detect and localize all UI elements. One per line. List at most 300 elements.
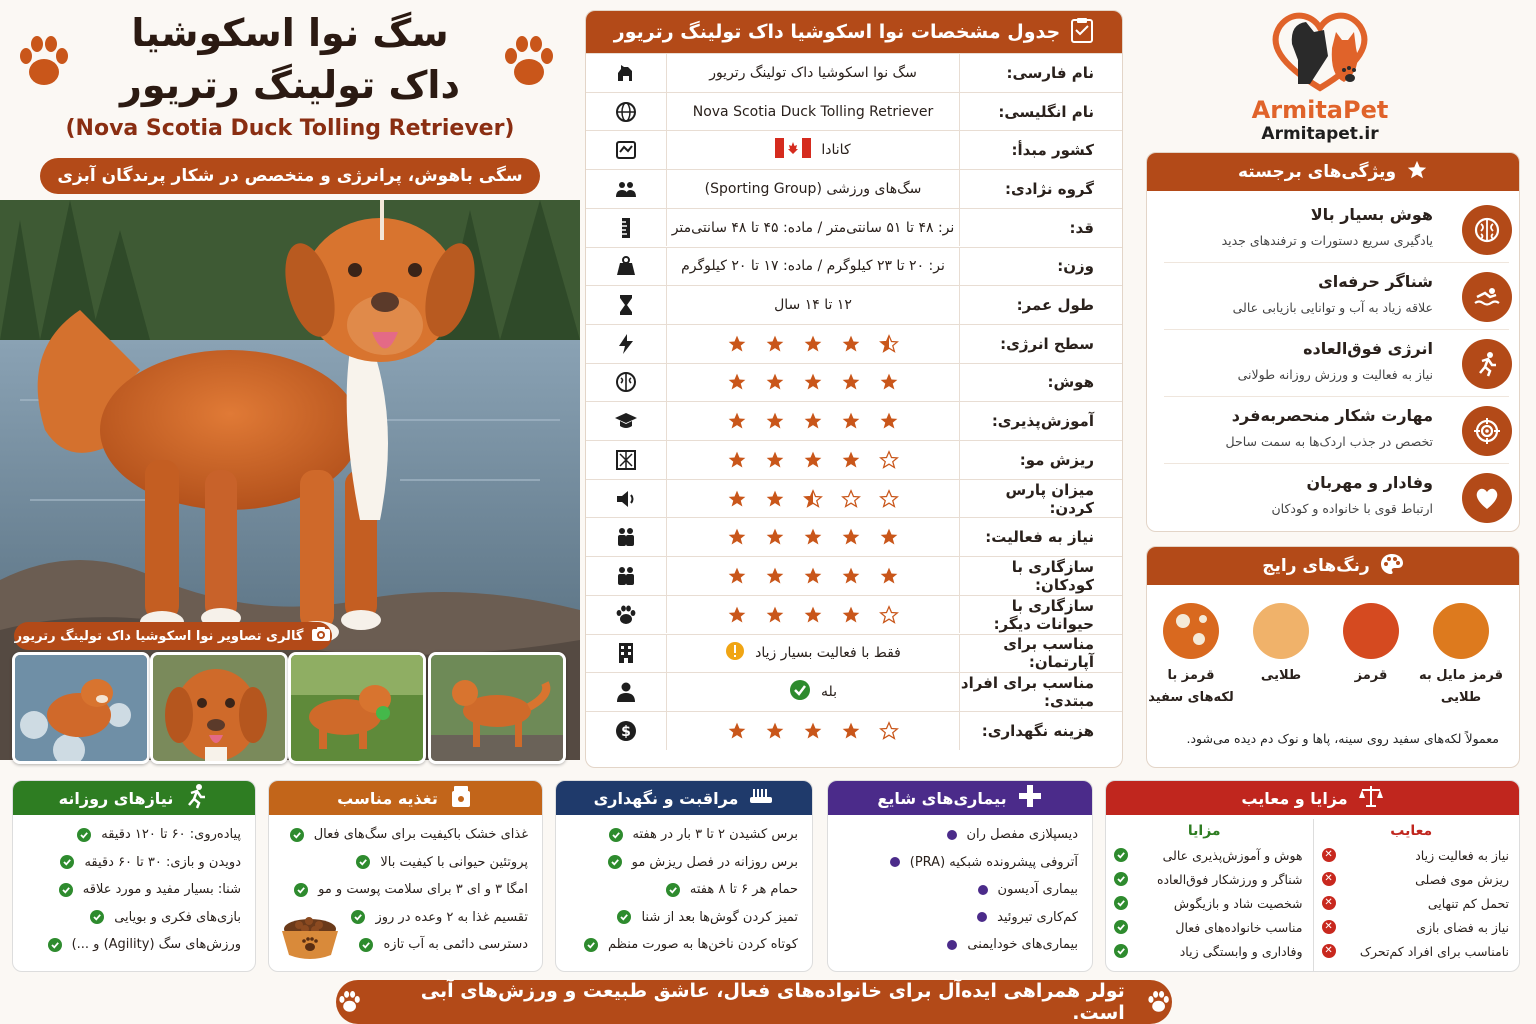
star-rating xyxy=(727,334,899,354)
star-full-icon xyxy=(765,527,785,547)
gallery-thumbnail-portrait[interactable] xyxy=(150,652,288,764)
brand-logo xyxy=(1240,4,1400,144)
pro-item xyxy=(1106,891,1303,915)
warning-icon xyxy=(725,641,745,665)
list-item xyxy=(566,904,798,932)
clipboard-icon xyxy=(1070,17,1094,48)
list-item-text: حمام هر ۶ تا ۸ هفته xyxy=(689,882,798,898)
list-item-text: بیماری آدیسون xyxy=(997,882,1078,898)
diseases-list xyxy=(828,815,1092,959)
spec-row-value xyxy=(666,131,959,169)
feature-title: مهارت شکار منحصربه‌فرد xyxy=(1231,406,1433,425)
list-item-text: دیسپلازی مفصل ران xyxy=(966,827,1078,843)
food-box-icon xyxy=(448,783,474,813)
proscons-box-header xyxy=(1106,781,1519,815)
brand-url: Armitapet.ir xyxy=(1261,124,1379,144)
feature-desc: یادگیری سریع دستورات و ترفندهای جدید xyxy=(1221,233,1433,248)
spec-row-label: وزن: xyxy=(959,248,1123,286)
list-item-text: تمیز کردن گوش‌ها بعد از شنا xyxy=(641,909,798,925)
x-icon: ✕ xyxy=(1322,944,1336,958)
gallery-thumbnail-standing[interactable] xyxy=(428,652,566,764)
star-full-icon xyxy=(727,489,747,509)
gallery-thumbnail-swimming[interactable] xyxy=(12,652,150,764)
spec-row xyxy=(586,130,1123,169)
paw-icon xyxy=(497,30,561,94)
spec-row-text: ۱۲ تا ۱۴ سال xyxy=(774,297,852,314)
feature-item xyxy=(1164,264,1509,330)
spec-row-value xyxy=(666,635,959,673)
paw-icon xyxy=(586,596,666,634)
spec-row-value xyxy=(666,248,959,286)
bullet-dot-icon xyxy=(890,857,900,867)
spec-row-value xyxy=(666,712,959,750)
cons-column xyxy=(1313,819,1520,971)
list-item xyxy=(23,931,241,959)
diseases-box xyxy=(827,780,1093,972)
check-icon xyxy=(356,855,370,869)
pro-item-text: شخصیت شاد و بازیگوش xyxy=(1173,895,1303,911)
bullet-dot-icon xyxy=(947,940,957,950)
weight-icon xyxy=(586,248,666,286)
list-item xyxy=(838,876,1078,904)
star-full-icon xyxy=(879,372,899,392)
check-icon xyxy=(90,910,104,924)
star-full-icon xyxy=(879,411,899,431)
spec-row-label: نیاز به فعالیت: xyxy=(959,518,1123,556)
star-full-icon xyxy=(841,605,861,625)
color-swatch xyxy=(1253,603,1309,659)
list-item-text: بازی‌های فکری و بویایی xyxy=(114,909,241,925)
spec-row-label: آموزش‌پذیری: xyxy=(959,402,1123,440)
spec-row xyxy=(586,324,1123,363)
daily-box-header xyxy=(13,781,255,815)
check-icon xyxy=(59,883,73,897)
spec-row-label: هوش: xyxy=(959,364,1123,402)
canada-flag-icon xyxy=(775,138,811,162)
star-full-icon xyxy=(803,566,823,586)
camera-icon xyxy=(311,626,331,646)
list-item-text: دسترسی دائمی به آب تازه xyxy=(383,937,528,953)
star-full-icon xyxy=(727,450,747,470)
star-full-icon xyxy=(727,411,747,431)
star-full-icon xyxy=(803,372,823,392)
con-item-text: نیاز به فعالیت زیاد xyxy=(1415,847,1509,863)
spec-row xyxy=(586,363,1123,402)
check-icon xyxy=(1114,944,1128,958)
star-full-icon xyxy=(727,527,747,547)
star-full-icon xyxy=(803,721,823,741)
brain-icon xyxy=(586,364,666,402)
bullet-dot-icon xyxy=(947,830,957,840)
spec-row-label: مناسب برای افراد مبتدی: xyxy=(959,673,1123,711)
star-full-icon xyxy=(765,334,785,354)
check-icon xyxy=(789,679,811,705)
color-label: قرمز با لکه‌های سفید xyxy=(1148,668,1234,705)
star-full-icon xyxy=(765,372,785,392)
star-rating xyxy=(727,566,899,586)
star-rating xyxy=(727,450,899,470)
spec-row-text: نر: ۲۰ تا ۲۳ کیلوگرم / ماده: ۱۷ تا ۲۰ کیلوگرم xyxy=(681,258,945,275)
spec-row-value xyxy=(666,557,959,595)
list-item xyxy=(23,821,241,849)
spec-row-label: سازگاری با کودکان: xyxy=(959,557,1123,595)
star-empty-icon xyxy=(879,489,899,509)
color-swatch xyxy=(1343,603,1399,659)
pros-title: مزایا xyxy=(1187,823,1221,839)
spec-row xyxy=(586,53,1123,92)
star-icon xyxy=(1406,159,1428,186)
care-box xyxy=(555,780,813,972)
graduation-icon xyxy=(586,402,666,440)
spec-row-label: هزینه نگهداری: xyxy=(959,712,1123,750)
color-swatch xyxy=(1433,603,1489,659)
spec-row xyxy=(586,556,1123,595)
brand-name: ArmitaPet xyxy=(1251,96,1389,124)
feature-desc: نیاز به فعالیت و ورزش روزانه طولانی xyxy=(1237,367,1433,382)
spec-row-label: ریزش مو: xyxy=(959,441,1123,479)
star-full-icon xyxy=(765,566,785,586)
medical-cross-icon xyxy=(1017,783,1043,813)
pro-item-text: وفاداری و وابستگی زیاد xyxy=(1179,943,1303,959)
star-full-icon xyxy=(841,372,861,392)
check-icon xyxy=(351,910,365,924)
x-icon: ✕ xyxy=(1322,848,1336,862)
nutrition-box xyxy=(268,780,543,972)
star-rating xyxy=(727,489,899,509)
feature-item xyxy=(1164,465,1509,531)
check-icon xyxy=(60,855,74,869)
check-icon xyxy=(294,883,308,897)
list-item-text: آتروفی پیشرونده شبکیه (PRA) xyxy=(909,854,1078,870)
check-icon xyxy=(1114,872,1128,886)
star-rating xyxy=(727,605,899,625)
svg-text:$: $ xyxy=(621,723,631,740)
list-item xyxy=(23,849,241,877)
con-item xyxy=(1314,843,1510,867)
spec-row xyxy=(586,440,1123,479)
spec-row-label: نام انگلیسی: xyxy=(959,93,1123,131)
page-title: سگ نوا اسکوشیا xyxy=(131,11,449,55)
english-title: (Nova Scotia Duck Tolling Retriever) xyxy=(65,116,515,141)
heart-icon xyxy=(1462,473,1512,523)
star-empty-icon xyxy=(879,721,899,741)
pro-item xyxy=(1106,843,1303,867)
spec-row-label: سطح انرژی: xyxy=(959,325,1123,363)
map-icon xyxy=(586,131,666,169)
star-full-icon xyxy=(803,527,823,547)
spec-row-label: مناسب برای آپارتمان: xyxy=(959,635,1123,673)
check-icon xyxy=(666,883,680,897)
list-item-text: امگا ۳ و ای ۳ برای سلامت پوست و مو xyxy=(318,882,528,898)
spec-row xyxy=(586,517,1123,556)
feature-desc: تخصص در جذب اردک‌ها به سمت ساحل xyxy=(1225,434,1433,449)
nutrition-box-title: تغذیه مناسب xyxy=(337,788,438,808)
palette-icon xyxy=(1380,553,1404,580)
list-item-text: شنا: بسیار مفید و مورد علاقه xyxy=(82,882,241,898)
spec-row-text: کانادا xyxy=(821,142,851,159)
spec-row-label: کشور مبدأ: xyxy=(959,131,1123,169)
gallery-thumbnail-playing-ball[interactable] xyxy=(288,652,426,764)
con-item-text: نیاز به فضای بازی xyxy=(1416,919,1509,935)
star-full-icon xyxy=(803,411,823,431)
list-item xyxy=(566,931,798,959)
feature-title: انرژی فوق‌العاده xyxy=(1303,339,1433,358)
swim-icon xyxy=(1462,272,1512,322)
daily-box-title: نیازهای روزانه xyxy=(58,788,174,808)
check-icon xyxy=(617,910,631,924)
star-full-icon xyxy=(765,721,785,741)
spec-row-value xyxy=(666,54,959,92)
paw-icon xyxy=(12,30,76,94)
star-full-icon xyxy=(803,334,823,354)
list-item-text: برس کشیدن ۲ تا ۳ بار در هفته xyxy=(632,827,798,843)
subtitle-banner: سگی باهوش، پرانرژی و متخصص در شکار پرندگان آبزی xyxy=(40,158,540,194)
color-label: قرمز xyxy=(1354,668,1388,683)
con-item xyxy=(1314,939,1510,963)
list-item xyxy=(566,876,798,904)
star-empty-icon xyxy=(879,605,899,625)
colors-note: معمولاً لکه‌های سفید روی سینه، پاها و نوک دم دیده می‌شود. xyxy=(1186,731,1499,746)
check-icon xyxy=(1114,920,1128,934)
con-item xyxy=(1314,867,1510,891)
globe-icon xyxy=(586,93,666,131)
family-icon xyxy=(586,557,666,595)
building-icon xyxy=(586,635,666,673)
spec-row-text: فقط با فعالیت بسیار زیاد xyxy=(755,645,901,662)
spec-row-text: نر: ۴۸ تا ۵۱ سانتی‌متر / ماده: ۴۵ تا ۴۸ سانتی‌متر xyxy=(671,219,955,236)
pro-item xyxy=(1106,939,1303,963)
spec-row-value xyxy=(666,518,959,556)
check-icon xyxy=(608,855,622,869)
gallery-label: گالری تصاویر نوا اسکوشیا داک تولینگ رتریور xyxy=(14,622,332,650)
con-item-text: تحمل کم تنهایی xyxy=(1427,895,1509,911)
footer-text: تولر همراهی ایده‌آل برای خانواده‌های فعال، عاشق طبیعت و ورزش‌های آبی است. xyxy=(420,980,1125,1024)
bullet-dot-icon xyxy=(978,885,988,895)
check-icon xyxy=(1114,896,1128,910)
care-box-header xyxy=(556,781,812,815)
feature-title: وفادار و مهربان xyxy=(1306,473,1433,492)
page-title-line2: داک تولینگ رتریور xyxy=(120,63,460,107)
running-icon xyxy=(183,783,209,813)
check-icon xyxy=(584,938,598,952)
star-full-icon xyxy=(841,411,861,431)
spec-row-value xyxy=(666,596,959,634)
star-full-icon xyxy=(841,450,861,470)
star-half-icon xyxy=(803,489,823,509)
fur-icon xyxy=(586,441,666,479)
feature-title: هوش بسیار بالا xyxy=(1310,205,1433,224)
pro-item-text: هوش و آموزش‌پذیری عالی xyxy=(1162,847,1303,863)
list-item-text: کوتاه کردن ناخن‌ها به صورت منظم xyxy=(607,937,798,953)
list-item xyxy=(23,904,241,932)
spec-row xyxy=(586,672,1123,711)
spec-row xyxy=(586,285,1123,324)
spec-row xyxy=(586,634,1123,673)
pro-item xyxy=(1106,867,1303,891)
spec-row-text: Nova Scotia Duck Tolling Retriever xyxy=(692,103,934,120)
con-item xyxy=(1314,915,1510,939)
star-full-icon xyxy=(841,566,861,586)
check-icon xyxy=(290,828,304,842)
care-list xyxy=(556,815,812,959)
person-icon xyxy=(586,673,666,711)
daily-needs-box xyxy=(12,780,256,972)
footer-banner xyxy=(336,980,1172,1024)
run-icon xyxy=(1462,339,1512,389)
pro-item-text: شناگر و ورزشکار فوق‌العاده xyxy=(1156,871,1303,887)
star-rating xyxy=(727,372,899,392)
spec-row xyxy=(586,208,1123,247)
bullet-dot-icon xyxy=(977,912,987,922)
spec-row-label: طول عمر: xyxy=(959,286,1123,324)
spec-row-value xyxy=(666,364,959,402)
list-item-text: تقسیم غذا به ۲ وعده در روز xyxy=(375,909,528,925)
spec-row xyxy=(586,401,1123,440)
spec-row-value xyxy=(666,402,959,440)
paw-icon xyxy=(336,988,363,1016)
spec-row-value xyxy=(666,93,959,131)
spec-row-value xyxy=(666,441,959,479)
star-full-icon xyxy=(765,411,785,431)
group-icon xyxy=(586,170,666,208)
list-item xyxy=(566,821,798,849)
list-item-text: بیماری‌های خودایمنی xyxy=(967,937,1078,953)
star-full-icon xyxy=(841,527,861,547)
spec-row-value xyxy=(666,209,959,247)
pros-cons-columns xyxy=(1106,815,1519,971)
paw-icon xyxy=(1145,988,1172,1016)
spec-row xyxy=(586,595,1123,634)
check-icon xyxy=(1114,848,1128,862)
spec-row-label: سازگاری با حیوانات دیگر: xyxy=(959,596,1123,634)
star-rating xyxy=(727,721,899,741)
spec-row-text: بله xyxy=(820,684,838,701)
list-item xyxy=(566,849,798,877)
spec-table xyxy=(585,10,1123,768)
list-item-text: کم‌کاری تیروئید xyxy=(997,909,1078,925)
features-title: ویژگی‌های برجسته xyxy=(1237,162,1397,182)
spec-row-value xyxy=(666,170,959,208)
con-item-text: نامناسب برای افراد کم‌تحرک xyxy=(1359,943,1509,959)
dollar-icon xyxy=(586,712,666,750)
list-item-text: برس روزانه در فصل ریزش مو xyxy=(631,854,798,870)
list-item-text: پروتئین حیوانی با کیفیت بالا xyxy=(380,854,528,870)
color-label: قرمز مایل به طلایی xyxy=(1419,668,1503,705)
star-rating xyxy=(727,527,899,547)
nutrition-box-header xyxy=(269,781,542,815)
list-item xyxy=(279,849,528,877)
spec-row-value xyxy=(666,286,959,324)
check-icon xyxy=(77,828,91,842)
star-full-icon xyxy=(727,334,747,354)
con-item xyxy=(1314,891,1510,915)
bolt-icon xyxy=(586,325,666,363)
star-empty-icon xyxy=(841,489,861,509)
spec-row xyxy=(586,247,1123,286)
list-item xyxy=(838,904,1078,932)
colors-card xyxy=(1146,546,1520,768)
list-item-text: دویدن و بازی: ۳۰ تا ۶۰ دقیقه xyxy=(84,854,241,870)
check-icon xyxy=(48,938,62,952)
star-rating xyxy=(727,411,899,431)
check-icon xyxy=(609,828,623,842)
star-half-icon xyxy=(879,334,899,354)
spec-row-label: گروه نژادی: xyxy=(959,170,1123,208)
list-item xyxy=(838,849,1078,877)
star-full-icon xyxy=(727,721,747,741)
list-item xyxy=(23,876,241,904)
star-full-icon xyxy=(765,450,785,470)
spec-row xyxy=(586,169,1123,208)
features-card xyxy=(1146,152,1520,532)
list-item-text: پیاده‌روی: ۶۰ تا ۱۲۰ دقیقه xyxy=(101,827,241,843)
star-full-icon xyxy=(765,605,785,625)
star-full-icon xyxy=(841,721,861,741)
activity-icon xyxy=(586,518,666,556)
list-item xyxy=(838,821,1078,849)
x-icon: ✕ xyxy=(1322,872,1336,886)
star-full-icon xyxy=(727,372,747,392)
colors-title: رنگ‌های رایج xyxy=(1262,556,1370,576)
star-empty-icon xyxy=(879,450,899,470)
spec-row-label: قد: xyxy=(959,209,1123,247)
color-swatch xyxy=(1163,603,1219,659)
spec-row-label: نام فارسی: xyxy=(959,54,1123,92)
list-item xyxy=(279,876,528,904)
target-icon xyxy=(1462,406,1512,456)
spec-row-value xyxy=(666,673,959,711)
cons-title: معایب xyxy=(1390,823,1433,839)
feature-title: شناگر حرفه‌ای xyxy=(1318,272,1433,291)
x-icon: ✕ xyxy=(1322,896,1336,910)
feature-desc: علاقه زیاد به آب و توانایی بازیابی عالی xyxy=(1232,300,1433,315)
con-item-text: ریزش موی فصلی xyxy=(1415,871,1509,887)
diseases-box-header xyxy=(828,781,1092,815)
proscons-box-title: مزایا و معایب xyxy=(1241,788,1348,808)
spec-row-value xyxy=(666,325,959,363)
speaker-icon xyxy=(586,480,666,518)
list-item xyxy=(838,931,1078,959)
star-full-icon xyxy=(765,489,785,509)
brush-icon xyxy=(748,783,774,813)
care-box-title: مراقبت و نگهداری xyxy=(593,788,739,808)
x-icon: ✕ xyxy=(1322,920,1336,934)
ruler-icon xyxy=(586,209,666,247)
star-full-icon xyxy=(879,566,899,586)
diseases-box-title: بیماری‌های شایع xyxy=(877,788,1007,808)
pros-cons-box xyxy=(1105,780,1520,972)
scale-icon xyxy=(1358,783,1384,813)
pros-column xyxy=(1106,819,1313,971)
brain-icon xyxy=(1462,205,1512,255)
pro-item-text: مناسب خانواده‌های فعال xyxy=(1175,919,1303,935)
check-icon xyxy=(359,938,373,952)
feature-item xyxy=(1164,331,1509,397)
hourglass-icon xyxy=(586,286,666,324)
spec-table-header: جدول مشخصات نوا اسکوشیا داک تولینگ رتریور xyxy=(586,11,1122,53)
list-item xyxy=(279,821,528,849)
spec-row-text: سگ نوا اسکوشیا داک تولینگ رتریور xyxy=(709,64,917,81)
feature-item xyxy=(1164,197,1509,263)
star-full-icon xyxy=(879,527,899,547)
color-label: طلایی xyxy=(1260,668,1302,683)
dog-icon xyxy=(586,54,666,92)
feature-desc: ارتباط قوی با خانواده و کودکان xyxy=(1271,501,1433,516)
spec-row-text: سگ‌های ورزشی (Sporting Group) xyxy=(704,180,922,197)
spec-row-value xyxy=(666,480,959,518)
pro-item xyxy=(1106,915,1303,939)
spec-row xyxy=(586,92,1123,131)
